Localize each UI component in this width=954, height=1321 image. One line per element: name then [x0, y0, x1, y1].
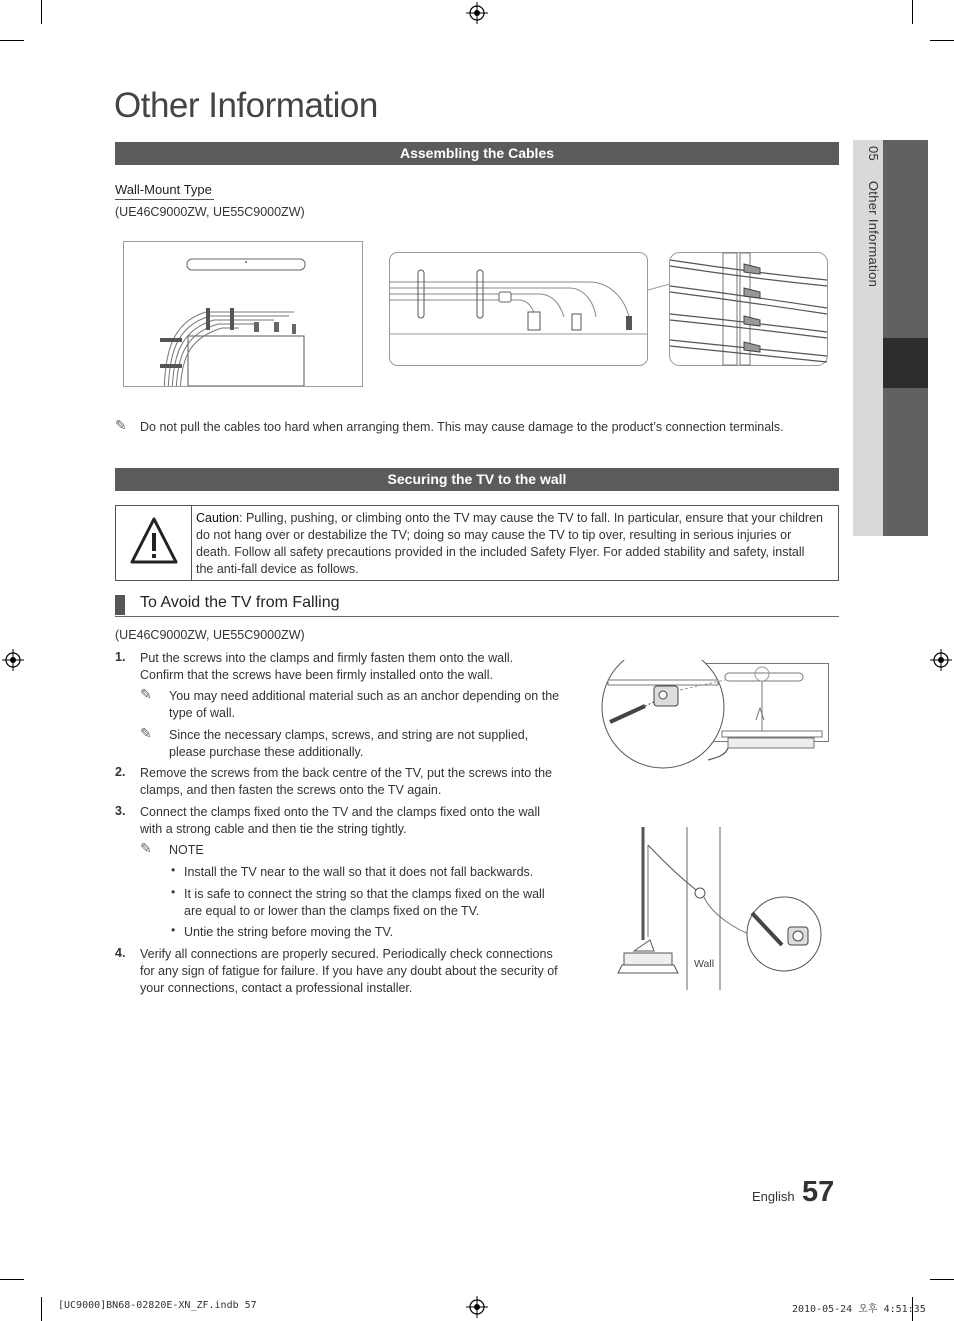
bullet-icon: • [171, 863, 176, 877]
print-slug-file: [UC9000]BN68-02820E-XN_ZF.indb 57 [58, 1300, 257, 1311]
model-list: (UE46C9000ZW, UE55C9000ZW) [115, 205, 305, 219]
note-bullet: Install the TV near to the wall so that it does not fall backwards. [184, 865, 534, 879]
note-label: NOTE [169, 843, 204, 857]
wall-label: Wall [694, 958, 715, 970]
caution-box [115, 505, 839, 581]
registration-mark-icon [466, 2, 488, 24]
note-bullet: Untie the string before moving the TV. [184, 925, 394, 939]
bullet-icon: • [171, 923, 176, 937]
pencil-note-icon: ✎ [140, 686, 152, 702]
wall-clamp-figure [600, 660, 832, 770]
registration-mark-icon [2, 649, 24, 671]
footer-language: English [752, 1189, 795, 1204]
section-header-assembling: Assembling the Cables [115, 142, 839, 165]
falling-heading-text: To Avoid the TV from Falling [140, 594, 340, 611]
page-number: 57 [802, 1176, 835, 1208]
tv-tied-to-wall-figure [612, 825, 832, 990]
step-number: 1. [115, 650, 126, 664]
pencil-note-icon: ✎ [115, 417, 127, 433]
bullet-icon: • [171, 885, 176, 899]
heading-marker [115, 595, 125, 615]
cable-note: Do not pull the cables too hard when arranging them. This may cause damage to the product’s connection terminals. [140, 420, 784, 434]
caution-text [196, 510, 824, 578]
step-number: 3. [115, 804, 126, 818]
caution-label: Caution [196, 511, 240, 525]
chapter-number: 05 [866, 146, 881, 162]
pencil-note-icon: ✎ [140, 840, 152, 856]
chapter-name: Other Information [866, 180, 881, 288]
cable-clamp-closeup-figure [648, 252, 829, 367]
cable-detail-figure [389, 252, 648, 366]
registration-mark-icon [466, 1296, 488, 1318]
step-number: 4. [115, 946, 126, 960]
section-header-securing: Securing the TV to the wall [115, 468, 839, 491]
falling-model-list: (UE46C9000ZW, UE55C9000ZW) [115, 628, 305, 642]
wall-mount-subtitle: Wall-Mount Type [115, 182, 214, 200]
step-1-text: Put the screws into the clamps and firmly fasten them onto the wall. Confirm that the screws have been firmly installed onto the wall. [140, 651, 514, 682]
step-3-text: Connect the clamps fixed onto the TV and the clamps fixed onto the wall with a strong cable and then tie the string tightly. [140, 805, 540, 836]
step-number: 2. [115, 765, 126, 779]
falling-heading [115, 594, 839, 617]
registration-mark-icon [930, 649, 952, 671]
note-bullet: It is safe to connect the string so that the clamps fixed on the wall are equal to or lower than the clamps fixed on the TV. [184, 887, 545, 918]
warning-triangle-icon [116, 506, 191, 580]
side-tab-marker [883, 338, 928, 388]
step-1-note-1: You may need additional material such as an anchor depending on the type of wall. [169, 689, 560, 720]
page-title: Other Information [114, 86, 378, 125]
caution-body: : Pulling, pushing, or climbing onto the TV may cause the TV to fall. In particular, ensure that your children do not hang over or destabilize the TV; doing so may cause the TV to tip over, resulting in serious injuries or death. Follow all safety precautions provided in the included Safety Flyer. For added stability and safety, install the anti-fall device as follows. [196, 511, 823, 576]
step-1-note-2: Since the necessary clamps, screws, and string are not supplied, please purchase these additionally. [169, 728, 529, 759]
step-4-text: Verify all connections are properly secured. Periodically check connections for any sign of fatigue for failure. If you have any doubt about the security of your connections, contact a professional installer. [140, 947, 558, 995]
caution-icon-cell [116, 506, 192, 580]
cable-tv-back-figure [123, 241, 363, 387]
pencil-note-icon: ✎ [140, 725, 152, 741]
side-tab-label [855, 146, 881, 346]
step-2-text: Remove the screws from the back centre of the TV, put the screws into the clamps, and then fasten the screws onto the TV again. [140, 766, 553, 797]
print-slug-date: 2010-05-24 오후 4:51:35 [792, 1304, 926, 1315]
